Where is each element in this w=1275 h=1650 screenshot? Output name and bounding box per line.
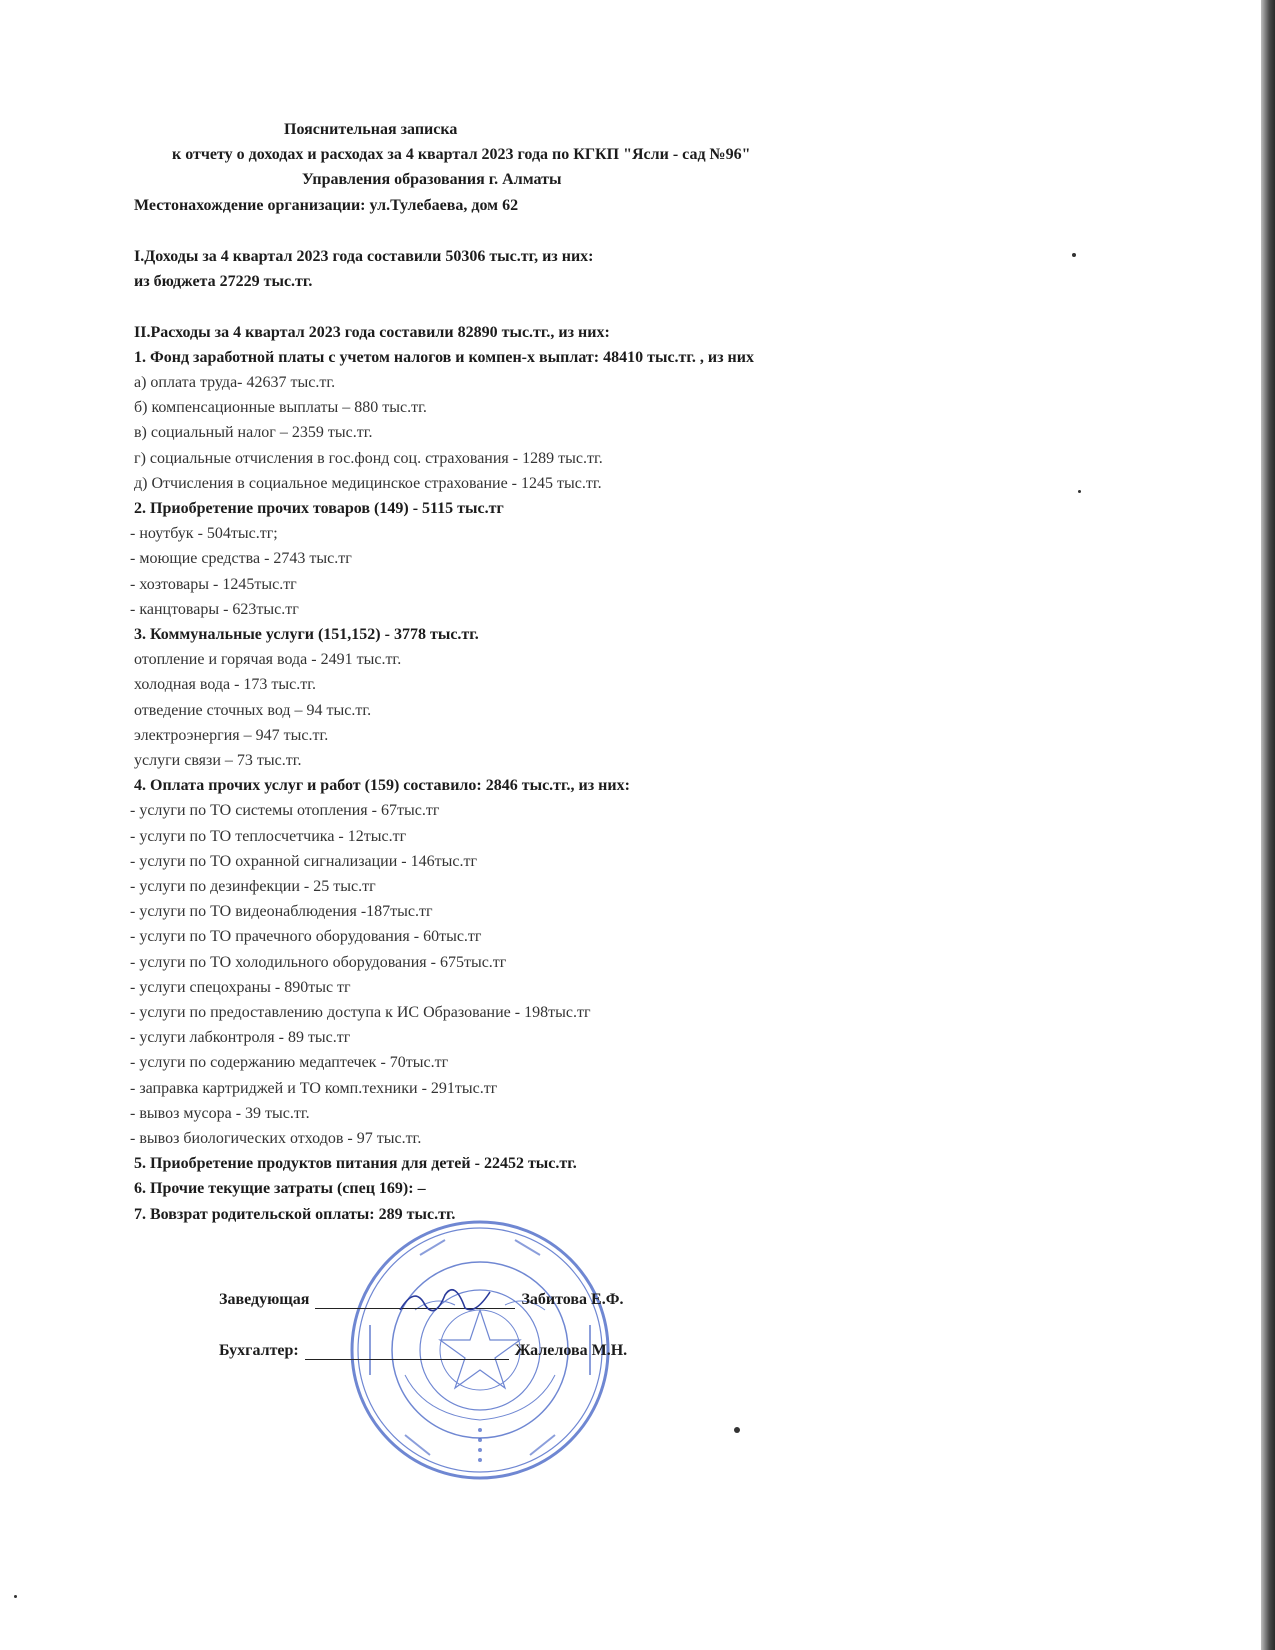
org-location: Местонахождение организации: ул.Тулебаева, дом 62 <box>134 197 519 214</box>
signature-row-accountant <box>219 1342 627 1360</box>
section-title: 6. Прочие текущие затраты (спец 169): – <box>134 1180 426 1197</box>
list-item: - услуги по ТО холодильного оборудования - 675тыс.тг <box>130 954 507 971</box>
handwritten-signature-icon <box>395 1280 495 1320</box>
scan-speck <box>1072 253 1076 257</box>
list-item: услуги связи – 73 тыс.тг. <box>134 752 302 769</box>
signature-label: Заведующая <box>219 1291 310 1308</box>
expenses-heading: II.Расходы за 4 квартал 2023 года составили 82890 тыс.тг., из них: <box>134 324 610 341</box>
list-item: - услуги по ТО теплосчетчика - 12тыс.тг <box>130 828 407 845</box>
scan-speck <box>1078 490 1081 493</box>
list-item: - услуги спецохраны - 890тыс тг <box>130 979 351 996</box>
section-title: 3. Коммунальные услуги (151,152) - 3778 тыс.тг. <box>134 626 479 643</box>
list-item: - заправка картриджей и ТО комп.техники - 291тыс.тг <box>130 1080 498 1097</box>
list-item: - вывоз мусора - 39 тыс.тг. <box>130 1105 310 1122</box>
income-budget: из бюджета 27229 тыс.тг. <box>134 273 313 290</box>
section-title: 5. Приобретение продуктов питания для детей - 22452 тыс.тг. <box>134 1155 577 1172</box>
list-item: - услуги по ТО прачечного оборудования - 60тыс.тг <box>130 928 482 945</box>
doc-title: Пояснительная записка <box>284 121 458 138</box>
signature-name: Жалелова М.Н. <box>514 1342 628 1359</box>
list-item: - хозтовары - 1245тыс.тг <box>130 576 297 593</box>
list-item: отопление и горячая вода - 2491 тыс.тг. <box>134 651 402 668</box>
scan-edge-shadow <box>1261 0 1275 1650</box>
signature-line <box>305 1359 509 1360</box>
list-item: - канцтовары - 623тыс.тг <box>130 601 299 618</box>
section-title: 7. Вовзрат родительской оплаты: 289 тыс.тг. <box>134 1206 456 1223</box>
list-item: - услуги по предоставлению доступа к ИС Образование - 198тыс.тг <box>130 1004 591 1021</box>
list-item: - услуги по ТО видеонаблюдения -187тыс.тг <box>130 903 433 920</box>
income-heading: I.Доходы за 4 квартал 2023 года составили 50306 тыс.тг, из них: <box>134 248 594 265</box>
list-item: - услуги по дезинфекции - 25 тыс.тг <box>130 878 376 895</box>
list-item: холодная вода - 173 тыс.тг. <box>134 676 317 693</box>
scan-speck <box>734 1427 740 1433</box>
list-item: - услуги по содержанию медаптечек - 70тыс.тг <box>130 1054 449 1071</box>
list-item: отведение сточных вод – 94 тыс.тг. <box>134 702 372 719</box>
list-item: б) компенсационные выплаты – 880 тыс.тг. <box>134 399 427 416</box>
list-item: - моющие средства - 2743 тыс.тг <box>130 550 352 567</box>
doc-subtitle-2: Управления образования г. Алматы <box>302 171 562 188</box>
section-title: 4. Оплата прочих услуг и работ (159) составило: 2846 тыс.тг., из них: <box>134 777 630 794</box>
signature-name: Забитова Е.Ф. <box>521 1291 624 1308</box>
list-item: - услуги по ТО системы отопления - 67тыс.тг <box>130 802 440 819</box>
section-title: 2. Приобретение прочих товаров (149) - 5115 тыс.тг <box>134 500 504 517</box>
list-item: - услуги по ТО охранной сигнализации - 146тыс.тг <box>130 853 478 870</box>
list-item: д) Отчисления в социальное медицинское страхование - 1245 тыс.тг. <box>134 475 602 492</box>
list-item: - ноутбук - 504тыс.тг; <box>130 525 278 542</box>
doc-subtitle: к отчету о доходах и расходах за 4 квартал 2023 года по КГКП "Ясли - сад №96" <box>172 146 751 163</box>
signature-label: Бухгалтер: <box>219 1342 299 1359</box>
list-item: - вывоз биологических отходов - 97 тыс.тг. <box>130 1130 422 1147</box>
list-item: г) социальные отчисления в гос.фонд соц. страхования - 1289 тыс.тг. <box>134 450 603 467</box>
section-title: 1. Фонд заработной платы с учетом налогов и компен-х выплат: 48410 тыс.тг. , из них <box>134 349 754 366</box>
list-item: а) оплата труда- 42637 тыс.тг. <box>134 374 336 391</box>
list-item: в) социальный налог – 2359 тыс.тг. <box>134 424 373 441</box>
list-item: - услуги лабконтроля - 89 тыс.тг <box>130 1029 351 1046</box>
list-item: электроэнергия – 947 тыс.тг. <box>134 727 329 744</box>
scan-speck <box>14 1595 17 1598</box>
